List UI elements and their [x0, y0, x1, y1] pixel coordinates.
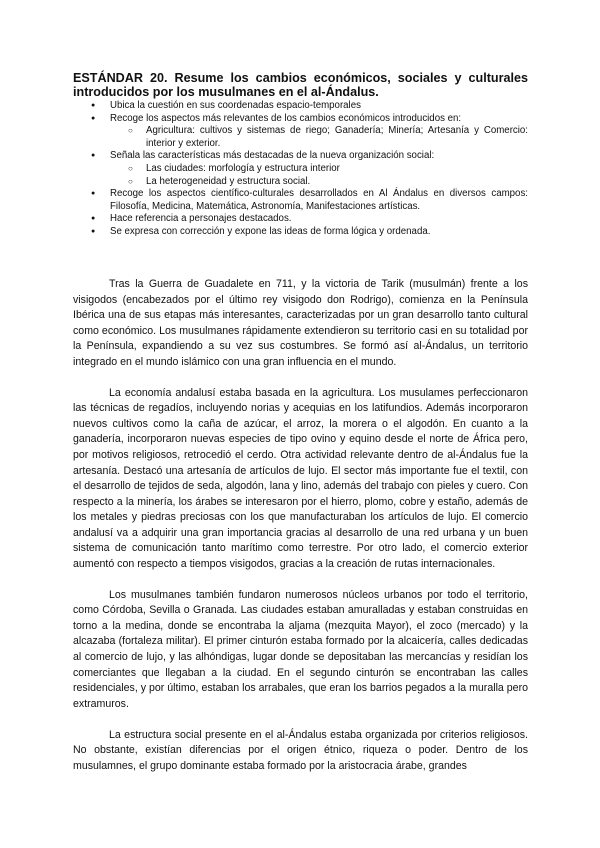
criteria-item: ● Ubica la cuestión en sus coordenadas espacio-temporales [73, 100, 528, 113]
standard-title: ESTÁNDAR 20. Resume los cambios económicos, sociales y culturales introducidos por los musulmanes en el al-Ándalus. [73, 71, 528, 99]
criteria-list [73, 100, 528, 239]
criteria-item: ● Señala las características más destacadas de la nueva organización social: ○ Las ciudades: morfología y estructura interior ○ La heterogeneidad y estructura social. [73, 150, 528, 188]
standard-header [73, 71, 528, 239]
criteria-subitem: ○ Las ciudades: morfología y estructura interior [128, 163, 528, 176]
criteria-subitem: ○ La heterogeneidad y estructura social. [128, 176, 528, 189]
criteria-item: ● Recoge los aspectos más relevantes de los cambios económicos introducidos en: ○ Agricultura: cultivos y sistemas de riego; Ganadería; Minería; Artesanía y Comercio: interior y exterior. [73, 113, 528, 151]
criteria-sublist [110, 163, 528, 188]
criteria-item: ● Hace referencia a personajes destacados. [73, 213, 528, 226]
paragraph-society: La estructura social presente en el al-Ándalus estaba organizada por criterios religiosos. No obstante, existían diferencias por el origen étnico, riqueza o poder. Dentro de los musulamnes, el grupo dominante estaba formado por la aristocracia árabe, grandes [73, 728, 528, 772]
criteria-item: ● Recoge los aspectos científico-culturales desarrollados en Al Ándalus en diversos campos: Filosofía, Medicina, Matemática, Astronomía, Manifestaciones artísticas. [73, 188, 528, 213]
criteria-sublist [110, 125, 528, 150]
criteria-subitem: ○ Agricultura: cultivos y sistemas de riego; Ganadería; Minería; Artesanía y Comercio: interior y exterior. [128, 125, 528, 150]
essay-body [73, 277, 528, 790]
paragraph-economy: La economía andalusí estaba basada en la agricultura. Los musulames perfeccionaron las técnicas de regadíos, incluyendo norias y acequias en los latifundios. Además incorporaron nuevos cultivos como la caña de azúcar, el arroz, la morera o el algodón. En cuanto a la ganadería, incorporaron nuevas especies de tipo ovino y equino desde el norte de África pero, por motivos religiosos, retrocedió el cerdo. Otra actividad relevante dentro de al-Ándalus fue la artesanía. Destacó una artesanía de artículos de lujo. El sector más importante fue el textil, con el desarrollo de tejidos de seda, algodón, lana y lino, además del trabajo con pieles y cuero. Con respecto a la minería, los árabes se interesaron por el hierro, plomo, cobre y estaño, además de los metales y piedras preciosas con los que manufacturaban los artículos de lujo. El comercio andalusí va a adquirir una gran importancia gracias al desarrollo de una red urbana y un buen sistema de comunicación tanto marítimo como terrestre. Por otro lado, el comercio exterior aumentó con respecto a tiempos visigodos, gracias a la creación de rutas internacionales. [73, 386, 528, 570]
criteria-item: ● Se expresa con corrección y expone las ideas de forma lógica y ordenada. [73, 226, 528, 239]
paragraph-intro: Tras la Guerra de Guadalete en 711, y la victoria de Tarik (musulmán) frente a los visigodos (encabezados por el último rey visigodo don Rodrigo), comienza en la Península Ibérica una de sus etapas más interesantes, caracterizadas por un gran desarrollo tanto cultural como económico. Los musulmanes rápidamente extendieron su territorio casi en su totalidad por la Península, expandiendo a su vez sus costumbres. Se formó así al-Ándalus, un territorio integrado en el mundo islámico con una gran influencia en el mundo. [73, 278, 528, 368]
paragraph-cities: Los musulmanes también fundaron numerosos núcleos urbanos por todo el territorio, como Córdoba, Sevilla o Granada. Las ciudades estaban amuralladas y estaban construidas en torno a la medina, donde se encontraba la aljama (mezquita Mayor), el zoco (mercado) y la alcazaba (fortaleza militar). El primer cinturón estaba formado por la alcaicería, calles dedicadas al comercio de lujo, y las alhóndigas, lugar donde se depositaban las mercancías y residían los comerciantes que llegaban a la ciudad. En el segundo cinturón se encontraban las calles residenciales, y por último, estaban los arrabales, que eran los barrios pegados a la muralla pero extramuros. [73, 588, 528, 710]
